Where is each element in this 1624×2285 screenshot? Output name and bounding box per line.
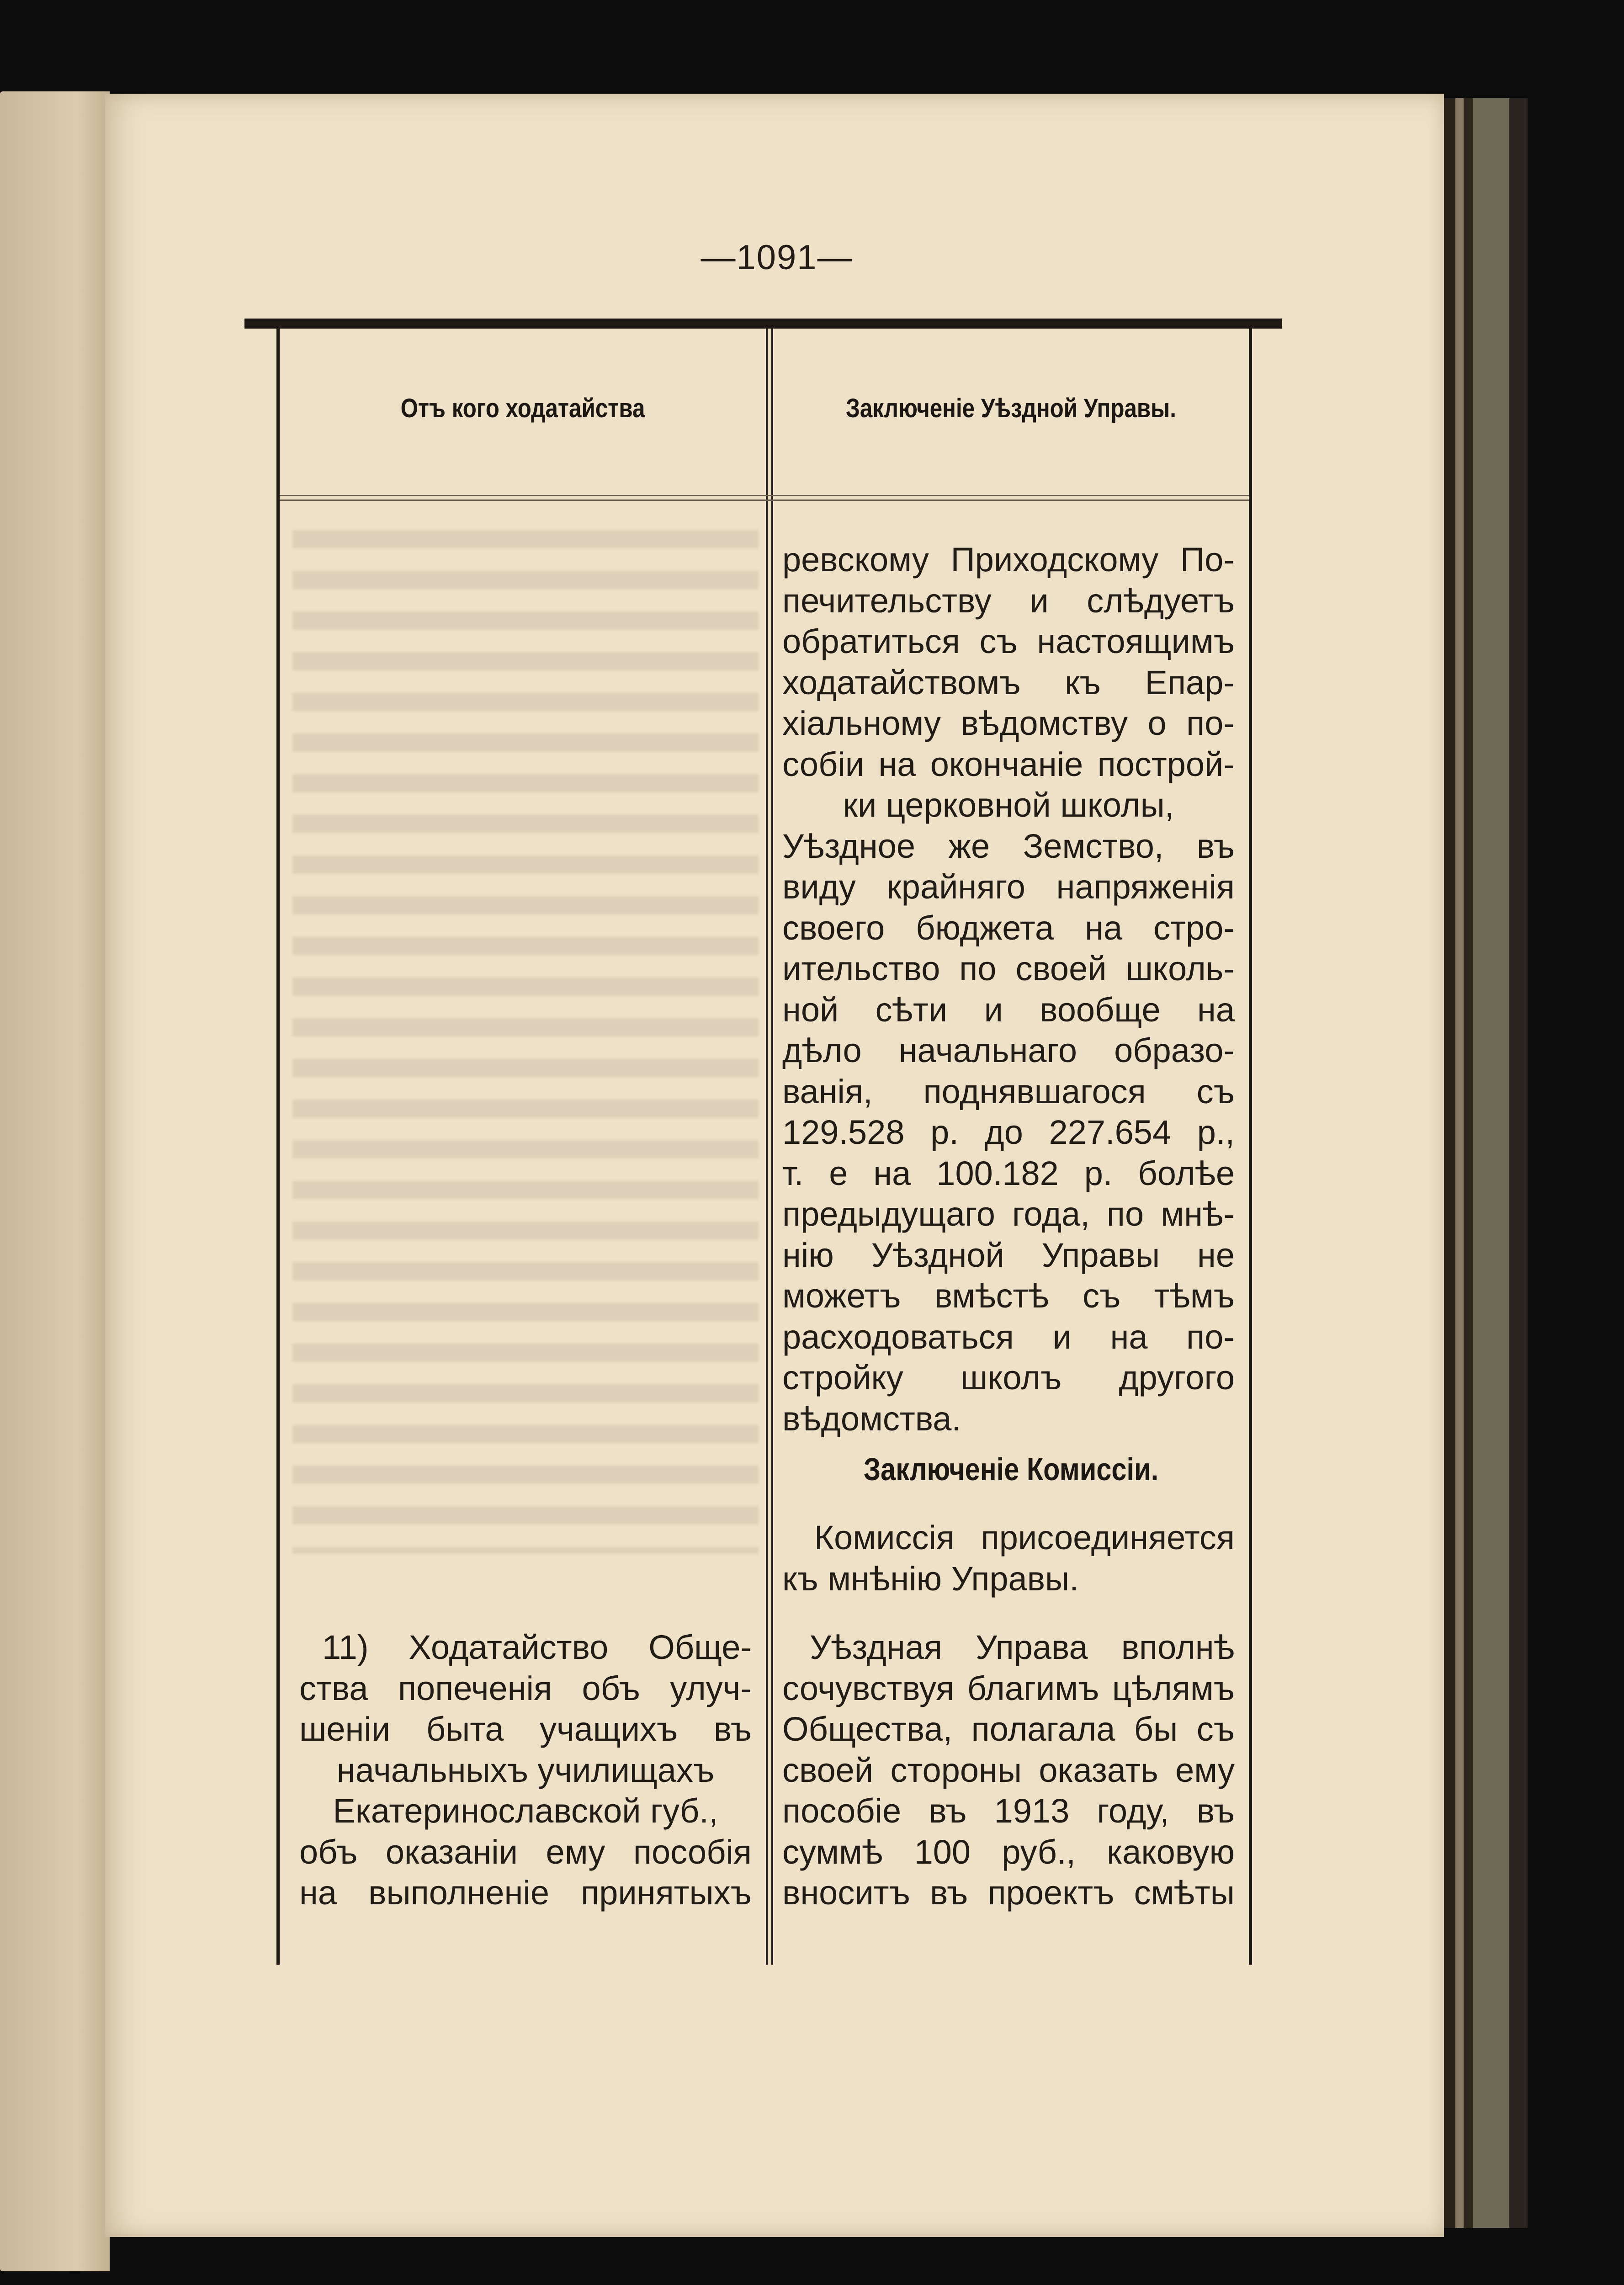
commission-text [782, 1517, 1235, 1599]
column-header-petitioner: Отъ кого ходатайства [400, 393, 645, 423]
text-line: пособіе въ 1913 году, въ [782, 1792, 1235, 1830]
text-line: ванія, поднявшагося съ [782, 1072, 1235, 1111]
text-line: Екатеринославской губ., [333, 1792, 718, 1830]
text-line: т. е на 100.182 р. болѣе [782, 1154, 1235, 1192]
text-line: ходатайствомъ къ Епар- [782, 663, 1235, 701]
text-line: суммѣ 100 руб., каковую [782, 1833, 1235, 1871]
text-line: ной сѣти и вообще на [782, 990, 1235, 1029]
header-rule [280, 495, 1249, 496]
page-edge-strip [1464, 98, 1473, 2228]
text-line: расходоваться и на по- [782, 1318, 1235, 1356]
text-line: къ мнѣнію Управы. [782, 1559, 1079, 1598]
text-line: нію Уѣздной Управы не [782, 1236, 1235, 1274]
text-line: начальныхъ училищахъ [336, 1751, 715, 1789]
text-line: 129.528 р. до 227.654 р., [782, 1113, 1235, 1151]
text-line: объ оказаніи ему пособія [299, 1833, 752, 1871]
text-line: стройку школъ другого [782, 1359, 1235, 1397]
text-line: хіальному вѣдомству о по- [782, 704, 1235, 742]
text-line: ревскому Приходскому По- [782, 541, 1235, 579]
page-edge-strip [1509, 98, 1528, 2228]
page-number: —1091— [701, 238, 853, 277]
text-line: своей стороны оказать ему [782, 1751, 1235, 1789]
text-line: дѣло начальнаго образо- [782, 1031, 1235, 1069]
text-line: на выполненіе принятыхъ [299, 1874, 752, 1912]
page-edge-strip [1444, 98, 1455, 2228]
header-rule [280, 500, 1249, 501]
facing-page-edge [0, 91, 110, 2271]
text-line: шеніи быта учащихъ въ [299, 1710, 752, 1748]
text-line: можетъ вмѣстѣ съ тѣмъ [782, 1277, 1235, 1315]
table-left-border [276, 329, 280, 1965]
text-line: Уѣздная Управа вполнѣ [810, 1628, 1235, 1666]
column-header-conclusion: Заключеніе Уѣздной Управы. [846, 393, 1176, 423]
uprava-opinion-item-11 [782, 1627, 1235, 1913]
text-line: вѣдомства. [782, 1399, 961, 1438]
text-line: 11) Ходатайство Обще- [322, 1628, 752, 1666]
text-line: вноситъ въ проектъ смѣты [782, 1874, 1235, 1912]
text-line: ки церковной школы, [843, 786, 1174, 824]
text-line: сочувствуя благимъ цѣлямъ [782, 1669, 1235, 1707]
text-line: предыдущаго года, по мнѣ- [782, 1195, 1235, 1233]
text-line: ительство по своей школь- [782, 950, 1235, 988]
table-column-divider [771, 329, 773, 1965]
petition-item-11 [299, 1627, 752, 1913]
table-top-rule [244, 319, 1282, 329]
text-line: виду крайняго напряженія [782, 868, 1235, 906]
text-line: обратиться съ настоящимъ [782, 622, 1235, 660]
page-edge-strip [1455, 98, 1464, 2228]
table-column-divider [766, 329, 768, 1965]
table-right-border [1249, 329, 1252, 1965]
text-line: Комиссія присоединяется [814, 1519, 1235, 1557]
text-line: печительству и слѣдуетъ [782, 581, 1235, 620]
show-through-text [292, 530, 759, 1554]
page-edge-strip [1473, 98, 1509, 2228]
text-line: собіи на окончаніе построй- [782, 745, 1235, 783]
text-line: своего бюджета на стро- [782, 909, 1235, 947]
commission-heading: Заключеніе Комиссіи. [863, 1451, 1159, 1487]
conclusion-text [782, 539, 1235, 1439]
text-line: ства попеченія объ улуч- [299, 1669, 752, 1707]
text-line: Уѣздное же Земство, въ [782, 827, 1235, 865]
text-line: Общества, полагала бы съ [782, 1710, 1235, 1748]
